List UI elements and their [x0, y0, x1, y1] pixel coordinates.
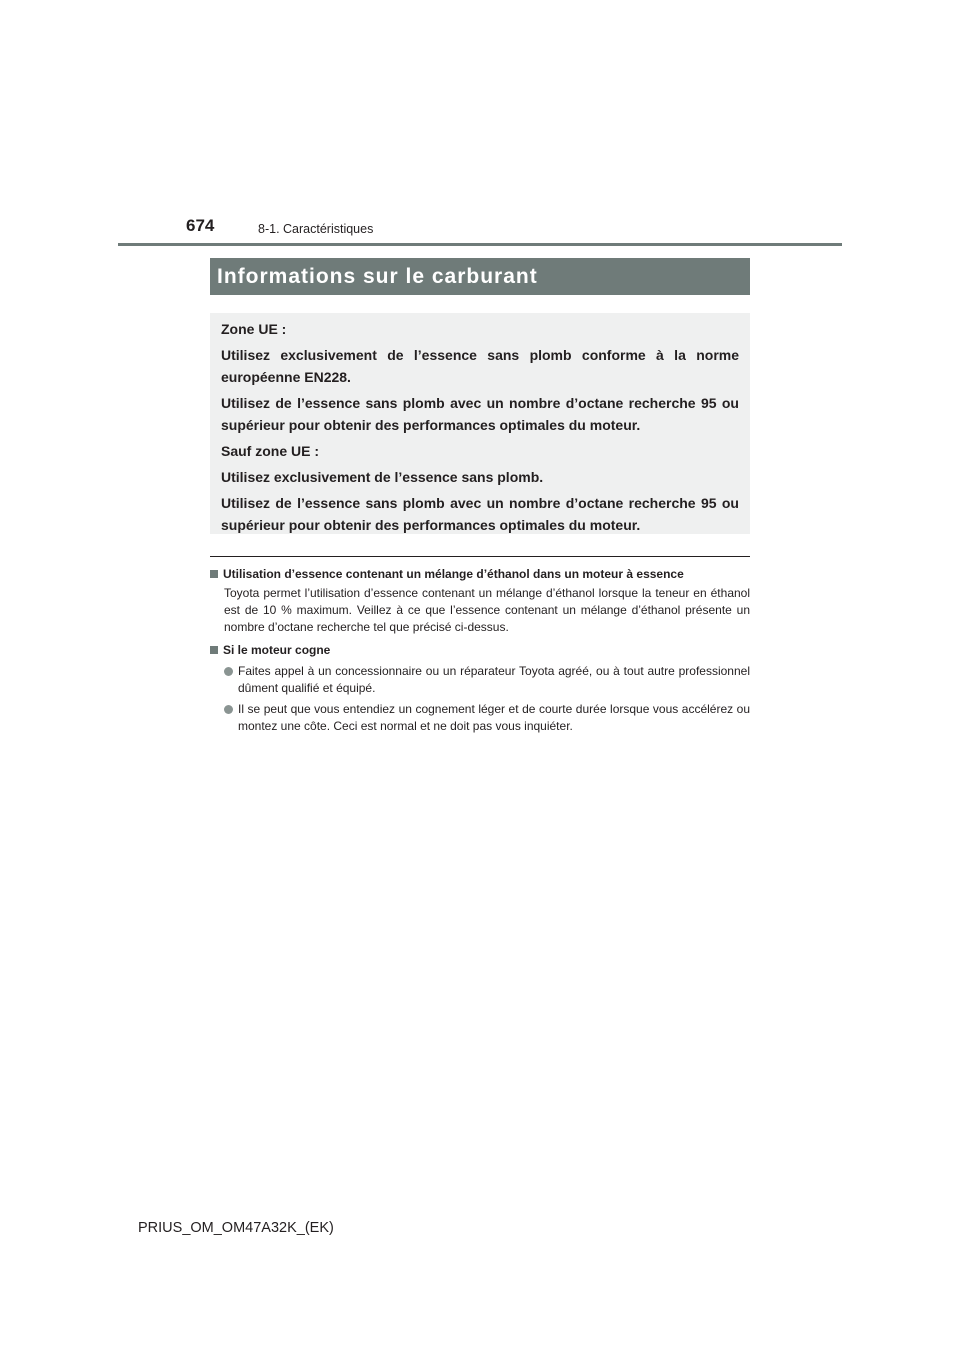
bullet-text: Faites appel à un concessionnaire ou un réparateur Toyota agréé, ou à tout autre professionnel dûment qualifié et équipé. — [238, 664, 750, 695]
square-bullet-icon — [210, 570, 218, 578]
section-divider — [210, 556, 750, 557]
page-title: Informations sur le carburant — [210, 258, 750, 295]
footer-document-code: PRIUS_OM_OM47A32K_(EK) — [138, 1220, 334, 1236]
note-heading-text: Si le moteur cogne — [223, 643, 331, 657]
note-heading-knock — [210, 642, 750, 659]
circle-bullet-icon — [224, 705, 233, 714]
zone-eu-heading: Zone UE : — [221, 321, 287, 337]
page-number: 674 — [186, 216, 215, 235]
note-heading-text: Utilisation d’essence contenant un mélange d’éthanol dans un moteur à essence — [223, 567, 684, 581]
notes-section — [210, 566, 750, 735]
note-heading-ethanol — [210, 566, 750, 583]
section-label: 8-1. Caractéristiques — [258, 222, 374, 236]
bullet-text: Il se peut que vous entendiez un cognement léger et de courte durée lorsque vous accélérez ou montez une côte. Ceci est normal et ne doit pas vous inquiéter. — [238, 702, 750, 733]
zone-eu-requirement: Utilisez exclusivement de l’essence sans plomb conforme à la norme européenne EN228. — [221, 347, 739, 385]
square-bullet-icon — [210, 646, 218, 654]
non-eu-octane: Utilisez de l’essence sans plomb avec un nombre d’octane recherche 95 ou supérieur pour obtenir des performances optimales du moteur. — [221, 495, 739, 533]
list-item — [224, 663, 750, 697]
circle-bullet-icon — [224, 667, 233, 676]
note-body-ethanol: Toyota permet l’utilisation d’essence contenant un mélange d’éthanol lorsque la teneur en éthanol est de 10 % maximum. Veillez à ce que l’essence contenant un mélange d’éthanol présente un nombre d’octane recherche tel que précisé ci-dessus. — [224, 586, 750, 634]
non-eu-requirement: Utilisez exclusivement de l’essence sans plomb. — [221, 469, 544, 485]
non-eu-heading: Sauf zone UE : — [221, 443, 320, 459]
fuel-info-box — [210, 313, 750, 534]
header-rule — [118, 243, 842, 246]
zone-eu-octane: Utilisez de l’essence sans plomb avec un nombre d’octane recherche 95 ou supérieur pour obtenir des performances optimales du moteur. — [221, 395, 739, 433]
list-item — [224, 701, 750, 735]
